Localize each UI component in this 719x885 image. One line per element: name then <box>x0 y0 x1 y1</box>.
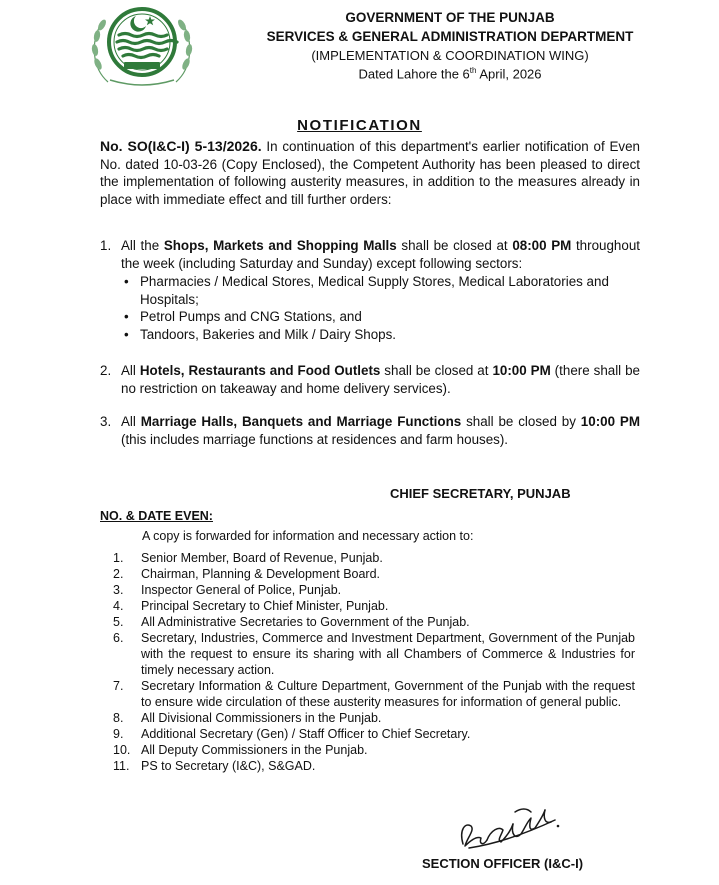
header-date: Dated Lahore the 6th April, 2026 <box>358 66 542 82</box>
distribution-item: 7. Secretary Information & Culture Department, Government of the Punjab with the request to ensure wide circulation of these austerity measures for information of general public. <box>113 679 635 709</box>
distribution-item: 2. Chairman, Planning & Development Board. <box>113 567 381 581</box>
measure-item: 3. All Marriage Halls, Banquets and Marriage Functions shall be closed by 10:00 PM (this includes marriage functions at residences and farm houses). <box>100 414 640 447</box>
punjab-government-emblem-icon <box>86 2 198 88</box>
distribution-item: 5. All Administrative Secretaries to Government of the Punjab. <box>113 615 470 629</box>
measure-item: 1. All the Shops, Markets and Shopping Malls shall be closed at 08:00 PM throughout the week (including Saturday and Sunday) except following sectors: • Pharmacies / Medical Stores, Medical Supply Stores, Medical Laboratories and Hospitals; • Petrol Pumps and CNG Stations, and • Tandoors, Bakeries and Milk / Dairy Shops. <box>100 238 640 342</box>
distribution-item: 8. All Divisional Commissioners in the Punjab. <box>113 711 382 725</box>
distribution-item: 3. Inspector General of Police, Punjab. <box>113 583 342 597</box>
exception-item: • Petrol Pumps and CNG Stations, and <box>124 309 362 324</box>
header-wing: (IMPLEMENTATION & COORDINATION WING) <box>311 48 589 63</box>
header-government: GOVERNMENT OF THE PUNJAB <box>345 10 555 25</box>
exception-item: • Tandoors, Bakeries and Milk / Dairy Shops. <box>124 326 397 342</box>
distribution-item: 6. Secretary, Industries, Commerce and Investment Department, Government of the Punjab with the request to ensure its sharing with all Chambers of Commerce & Industries for timely necessary action. <box>113 631 635 677</box>
exception-list <box>121 273 640 343</box>
distribution-item: 4. Principal Secretary to Chief Minister, Punjab. <box>113 599 389 613</box>
no-date-even-heading: NO. & DATE EVEN: <box>100 509 213 523</box>
measure-item: 2. All Hotels, Restaurants and Food Outlets shall be closed at 10:00 PM (there shall be no restriction on takeaway and home delivery services). <box>100 363 641 396</box>
section-officer-signatory: SECTION OFFICER (I&C-I) <box>422 856 584 871</box>
signatory-chief-secretary: CHIEF SECRETARY, PUNJAB <box>390 486 571 501</box>
reference-number: No. SO(I&C-I) 5-13/2026. <box>100 138 262 154</box>
distribution-item: 10. All Deputy Commissioners in the Punjab. <box>113 743 368 757</box>
exception-item: • Pharmacies / Medical Stores, Medical Supply Stores, Medical Laboratories and Hospitals; <box>124 274 609 307</box>
intro-paragraph: No. SO(I&C-I) 5-13/2026. In continuation of this department's earlier notification of Even No. dated 10-03-26 (Copy Enclosed), the Competent Authority has been pleased to direct the implementation of following austerity measures, in addition to the measures already in place with immediate effect and till further orders: <box>100 138 640 207</box>
distribution-list <box>113 550 635 774</box>
header-department: SERVICES & GENERAL ADMINISTRATION DEPARTMENT <box>266 29 634 44</box>
distribution-item: 9. Additional Secretary (Gen) / Staff Officer to Chief Secretary. <box>113 727 471 741</box>
handwritten-signature <box>455 800 565 858</box>
notification-title: NOTIFICATION <box>297 117 422 134</box>
distribution-item: 11. PS to Secretary (I&C), S&GAD. <box>113 759 316 773</box>
copy-forwarded-line: A copy is forwarded for information and necessary action to: <box>142 529 474 543</box>
distribution-item: 1. Senior Member, Board of Revenue, Punjab. <box>113 551 383 565</box>
